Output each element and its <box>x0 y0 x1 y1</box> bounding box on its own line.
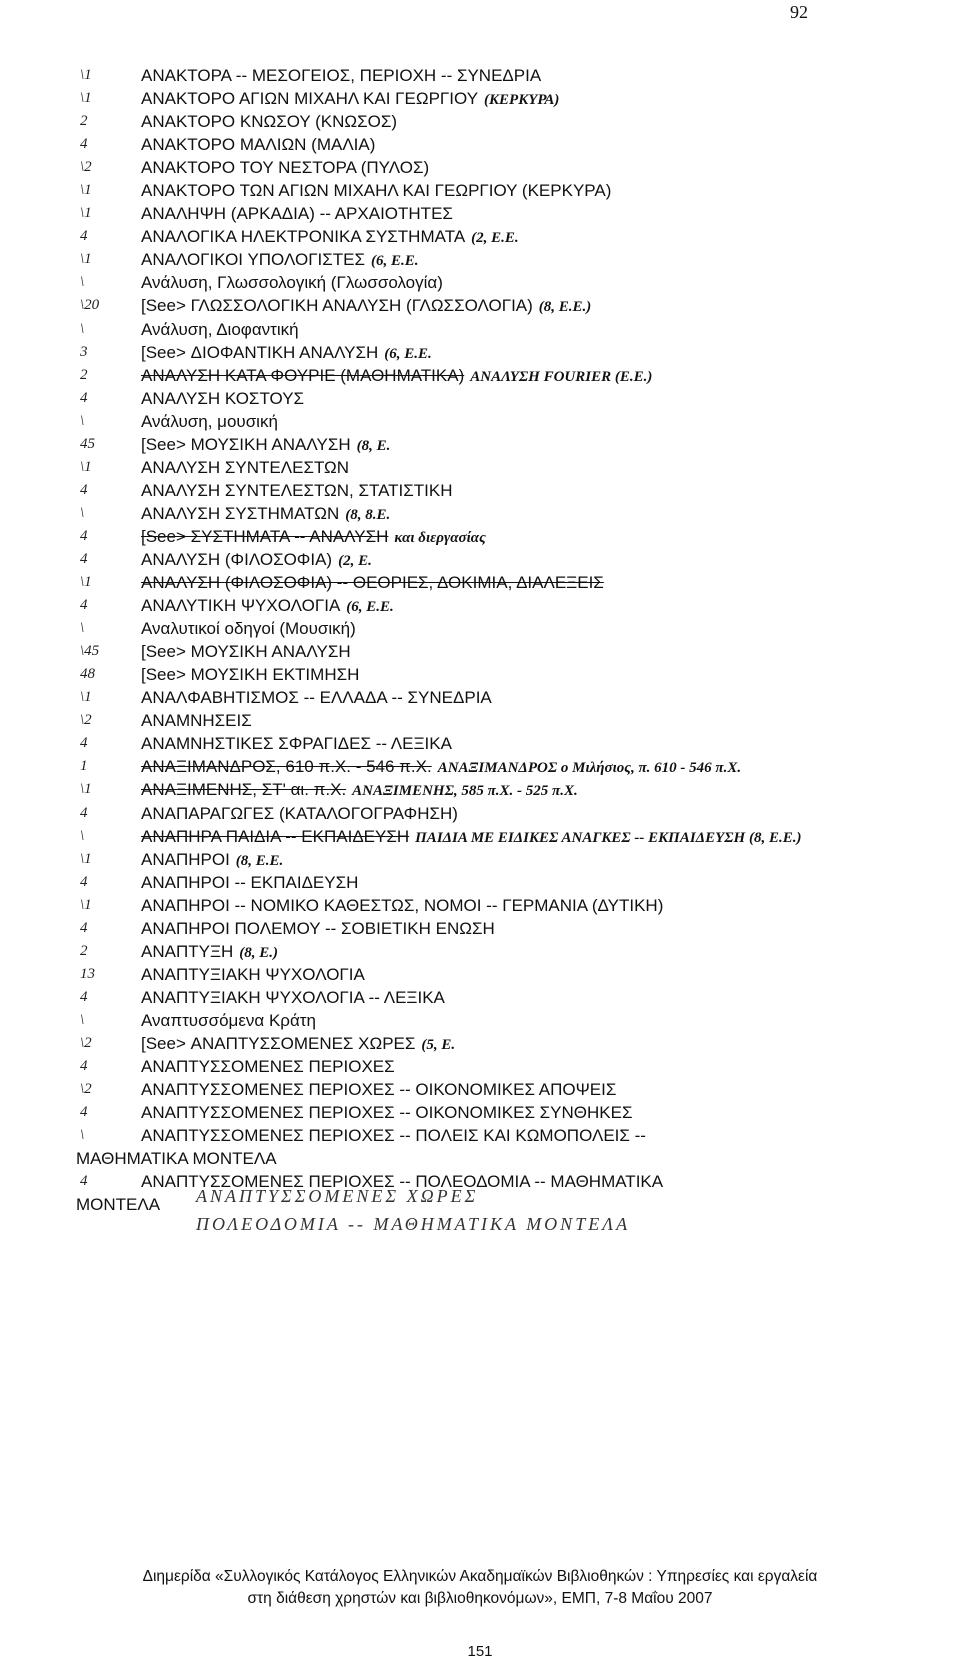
list-item <box>0 802 900 825</box>
check-mark: \1 <box>80 90 92 107</box>
heading-label: ΜΟΝΤΕΛΑ <box>76 1195 161 1215</box>
heading-text <box>141 410 284 435</box>
heading-label: ΑΝΑΛΗΨΗ (ΑΡΚΑΔΙΑ) -- ΑΡΧΑΙΟΤΗΤΕΣ <box>141 204 453 224</box>
heading-label: ΑΝΑΛΦΑΒΗΤΙΣΜΟΣ -- ΕΛΛΑΔΑ -- ΣΥΝΕΔΡΙΑ <box>141 688 492 708</box>
list-item <box>0 225 900 248</box>
heading-text <box>141 364 652 389</box>
heading-text <box>141 917 501 942</box>
handwritten-annotation: ΑΝΑΛΥΣΗ FOURIER (Ε.Ε.) <box>470 368 653 385</box>
check-mark: 4 <box>80 1104 88 1121</box>
list-item <box>0 871 900 894</box>
list-item <box>0 202 900 225</box>
handwritten-annotation: (8, 8.Ε. <box>345 506 391 523</box>
heading-text <box>141 64 547 89</box>
heading-label: Ανάλυση, Διοφαντική <box>141 319 299 339</box>
heading-label: [See> ΜΟΥΣΙΚΗ ΑΝΑΛΥΣΗ <box>141 434 351 454</box>
check-mark: 4 <box>80 1058 88 1075</box>
heading-label: ΑΝΑΚΤΟΡΟ ΜΑΛΙΩΝ (ΜΑΛΙΑ) <box>141 135 376 155</box>
heading-label: [See> ΜΟΥΣΙΚΗ ΑΝΑΛΥΣΗ <box>141 642 351 662</box>
handwritten-annotation: (8, Ε.Ε.) <box>538 299 592 316</box>
list-item <box>0 778 900 801</box>
heading-label: [See> ΜΟΥΣΙΚΗ ΕΚΤΙΜΗΣΗ <box>141 665 360 685</box>
check-mark: 4 <box>80 597 88 614</box>
heading-label: ΑΝΑΛΟΓΙΚΑ ΗΛΕΚΤΡΟΝΙΚΑ ΣΥΣΤΗΜΑΤΑ <box>141 227 466 247</box>
heading-label: ΑΝΑΛΥΣΗ ΣΥΝΤΕΛΕΣΤΩΝ <box>141 457 350 477</box>
check-mark: \2 <box>80 159 92 176</box>
heading-text <box>141 617 362 642</box>
page-number: 92 <box>790 2 808 22</box>
handwritten-annotation: (8, Ε. <box>356 437 391 454</box>
list-item <box>0 525 900 548</box>
handwritten-annotation: ΠΑΙΔΙΑ ΜΕ ΕΙΔΙΚΕΣ ΑΝΑΓΚΕΣ -- ΕΚΠΑΙΔΕΥΣΗ (8, Ε.Ε.) <box>415 829 802 846</box>
heading-text <box>141 686 498 711</box>
heading-text <box>141 1032 455 1057</box>
list-item <box>0 341 900 364</box>
check-mark: 3 <box>80 343 88 360</box>
list-item <box>0 1101 900 1124</box>
check-mark: 13 <box>80 965 95 982</box>
check-mark: \1 <box>80 781 92 798</box>
heading-text <box>141 271 449 296</box>
heading-label: ΑΝΑΛΥΣΗ ΣΥΣΤΗΜΑΤΩΝ <box>141 503 340 523</box>
heading-text <box>141 871 364 896</box>
check-mark: \ <box>80 1127 85 1144</box>
check-mark: \1 <box>80 205 92 222</box>
check-mark: 1 <box>80 758 88 775</box>
heading-label: ΜΑΘΗΜΑΤΙΚΑ ΜΟΝΤΕΛΑ <box>76 1149 277 1169</box>
check-mark: \ <box>80 274 85 291</box>
subject-heading-list <box>0 64 900 1216</box>
list-item <box>0 248 900 271</box>
heading-text <box>141 87 559 112</box>
heading-text <box>141 433 390 458</box>
heading-text <box>141 1055 401 1080</box>
heading-text <box>141 502 390 527</box>
heading-label: ΑΝΑΚΤΟΡΟ ΤΩΝ ΑΓΙΩΝ ΜΙΧΑΗΛ ΚΑΙ ΓΕΩΡΓΙΟΥ (ΚΕΡΚΥΡΑ) <box>141 181 612 201</box>
heading-label: ΑΝΑΠΤΥΞΗ <box>141 941 234 961</box>
list-item <box>0 732 900 755</box>
heading-label: ΑΝΑΠΗΡΟΙ <box>141 849 230 869</box>
heading-text <box>76 1147 277 1170</box>
heading-label: Ανάλυση, μουσική <box>141 411 278 431</box>
heading-label: ΑΝΑΠΤΥΣΣΟΜΕΝΕΣ ΠΕΡΙΟΧΕΣ <box>141 1057 395 1077</box>
check-mark: \1 <box>80 689 92 706</box>
list-item <box>0 848 900 871</box>
heading-text <box>141 732 458 757</box>
handwritten-annotation: (6, Ε.Ε. <box>384 345 432 362</box>
heading-text <box>141 387 310 412</box>
list-item <box>0 318 900 341</box>
heading-label: Αναλυτικοί οδηγοί (Μουσική) <box>141 619 356 639</box>
heading-text <box>141 225 519 250</box>
heading-text <box>141 248 419 273</box>
heading-label: [See> ΓΛΩΣΣΟΛΟΓΙΚΗ ΑΝΑΛΥΣΗ (ΓΛΩΣΣΟΛΟΓΙΑ) <box>141 296 533 316</box>
heading-text <box>141 1124 652 1149</box>
list-item <box>0 1124 900 1147</box>
heading-text <box>141 179 617 204</box>
heading-text <box>141 848 283 873</box>
handwritten-annotation: (8, Ε.) <box>239 944 279 961</box>
heading-label: ΑΝΑΠΑΡΑΓΩΓΕΣ (ΚΑΤΑΛΟΓΟΓΡΑΦΗΣΗ) <box>141 803 458 823</box>
footer-line-1: Διημερίδα «Συλλογικός Κατάλογος Ελληνικών Ακαδημαϊκών Βιβλιοθηκών : Υπηρεσίες και εργαλεία <box>142 1568 818 1585</box>
check-mark: 4 <box>80 136 88 153</box>
check-mark: \1 <box>80 574 92 591</box>
heading-label: [See> ΔΙΟΦΑΝΤΙΚΗ ΑΝΑΛΥΣΗ <box>141 342 379 362</box>
list-item <box>0 64 900 87</box>
check-mark: 4 <box>80 988 88 1005</box>
heading-text <box>141 940 278 965</box>
check-mark: 4 <box>80 804 88 821</box>
list-item <box>0 364 900 387</box>
heading-label: ΑΝΑΠΗΡΟΙ -- ΝΟΜΙΚΟ ΚΑΘΕΣΤΩΣ, ΝΟΜΟΙ -- ΓΕΡΜΑΝΙΑ (ΔΥΤΙΚΗ) <box>141 895 664 915</box>
heading-label: ΑΝΑΛΥΣΗ ΚΟΣΤΟΥΣ <box>141 388 305 408</box>
check-mark: \45 <box>80 643 100 660</box>
footer <box>0 1566 960 1610</box>
handwritten-note-2: ΠΟΛΕΟΔΟΜΙΑ -- ΜΑΘΗΜΑΤΙΚΑ ΜΟΝΤΕΛΑ <box>196 1214 631 1234</box>
heading-text <box>141 802 464 827</box>
handwritten-note-1: ΑΝΑΠΤΥΣΣΟΜΕΝΕΣ ΧΩΡΕΣ <box>196 1186 479 1206</box>
heading-text <box>141 755 741 780</box>
check-mark: \1 <box>80 850 92 867</box>
list-item <box>0 1147 900 1170</box>
heading-label: ΑΝΑΠΤΥΣΣΟΜΕΝΕΣ ΠΕΡΙΟΧΕΣ -- ΟΙΚΟΝΟΜΙΚΕΣ ΣΥΝΘΗΚΕΣ <box>141 1103 633 1123</box>
list-item <box>0 156 900 179</box>
heading-label: [See> ΣΥΣΤΗΜΑΤΑ -- ΑΝΑΛΥΣΗ <box>141 526 389 546</box>
heading-label: ΑΝΑΛΥΣΗ ΣΥΝΤΕΛΕΣΤΩΝ, ΣΤΑΤΙΣΤΙΚΗ <box>141 480 453 500</box>
list-item <box>0 986 900 1009</box>
check-mark: 4 <box>80 550 88 567</box>
check-mark: \ <box>80 620 85 637</box>
check-mark: 4 <box>80 873 88 890</box>
list-item <box>0 1055 900 1078</box>
heading-text <box>141 294 591 319</box>
list-item <box>0 433 900 456</box>
list-item <box>0 755 900 778</box>
heading-text <box>141 963 371 988</box>
list-item <box>0 594 900 617</box>
heading-label: ΑΝΑΜΝΗΣΤΙΚΕΣ ΣΦΡΑΓΙΔΕΣ -- ΛΕΞΙΚΑ <box>141 734 452 754</box>
list-item <box>0 1078 900 1101</box>
handwritten-annotation: (6, Ε.Ε. <box>371 253 419 270</box>
check-mark: 2 <box>80 366 88 383</box>
heading-text <box>141 594 394 619</box>
handwritten-annotation: (6, Ε.Ε. <box>346 599 394 616</box>
heading-text <box>141 709 258 734</box>
check-mark: \2 <box>80 712 92 729</box>
check-mark: \20 <box>80 297 100 314</box>
list-item <box>0 479 900 502</box>
list-item <box>0 640 900 663</box>
list-item <box>0 133 900 156</box>
heading-text <box>141 640 357 665</box>
heading-label: ΑΝΑΠΤΥΞΙΑΚΗ ΨΥΧΟΛΟΓΙΑ <box>141 964 365 984</box>
heading-text <box>141 1009 322 1034</box>
check-mark: \ <box>80 504 85 521</box>
list-item <box>0 271 900 294</box>
list-item <box>0 87 900 110</box>
handwritten-annotation: ΑΝΑΞΙΜΕΝΗΣ, 585 π.Χ. - 525 π.Χ. <box>352 783 578 800</box>
list-item <box>0 1032 900 1055</box>
heading-label: ΑΝΑΚΤΟΡΟ ΚΝΩΣΟΥ (ΚΝΩΣΟΣ) <box>141 112 398 132</box>
list-item <box>0 294 900 317</box>
heading-label: Ανάλυση, Γλωσσολογική (Γλωσσολογία) <box>141 273 443 293</box>
heading-label: ΑΝΑΜΝΗΣΕΙΣ <box>141 711 252 731</box>
check-mark: \1 <box>80 896 92 913</box>
check-mark: 2 <box>80 113 88 130</box>
heading-text <box>141 525 486 550</box>
list-item <box>0 571 900 594</box>
list-item <box>0 548 900 571</box>
footer-line-2: στη διάθεση χρηστών και βιβλιοθηκονόμων», ΕΜΠ, 7-8 Μαΐου 2007 <box>247 1590 713 1607</box>
check-mark: 4 <box>80 389 88 406</box>
list-item <box>0 179 900 202</box>
list-item <box>0 825 900 848</box>
heading-label: [See> ΑΝΑΠΤΥΣΣΟΜΕΝΕΣ ΧΩΡΕΣ <box>141 1033 416 1053</box>
heading-text <box>141 479 459 504</box>
heading-text <box>141 133 381 158</box>
handwritten-annotation: (ΚΕΡΚΥΡΑ) <box>484 92 560 109</box>
check-mark: 4 <box>80 1173 88 1190</box>
heading-label: ΑΝΑΠΗΡΟΙ ΠΟΛΕΜΟΥ -- ΣΟΒΙΕΤΙΚΗ ΕΝΩΣΗ <box>141 918 495 938</box>
list-item <box>0 1009 900 1032</box>
check-mark: \ <box>80 827 85 844</box>
heading-text <box>141 825 801 850</box>
list-item <box>0 894 900 917</box>
heading-label: ΑΝΑΚΤΟΡΑ -- ΜΕΣΟΓΕΙΟΣ, ΠΕΡΙΟΧΗ -- ΣΥΝΕΔΡΙΑ <box>141 66 542 85</box>
check-mark: \1 <box>80 182 92 199</box>
heading-label: ΑΝΑΚΤΟΡΟ ΤΟΥ ΝΕΣΤΟΡΑ (ΠΥΛΟΣ) <box>141 158 430 178</box>
check-mark: \2 <box>80 1034 92 1051</box>
heading-text <box>76 1193 160 1216</box>
check-mark: 4 <box>80 735 88 752</box>
check-mark: 4 <box>80 481 88 498</box>
list-item <box>0 456 900 479</box>
heading-label: ΑΝΑΛΥΤΙΚΗ ΨΥΧΟΛΟΓΙΑ <box>141 596 341 616</box>
heading-text <box>141 986 451 1011</box>
heading-label: ΑΝΑΠΤΥΣΣΟΜΕΝΕΣ ΠΕΡΙΟΧΕΣ -- ΠΟΛΕΟΔΟΜΙΑ -- ΜΑΘΗΜΑΤΙΚΑ <box>141 1172 664 1192</box>
heading-text <box>141 571 610 596</box>
heading-label: ΑΝΑΠΤΥΣΣΟΜΕΝΕΣ ΠΕΡΙΟΧΕΣ -- ΠΟΛΕΙΣ ΚΑΙ ΚΩΜΟΠΟΛΕΙΣ -- <box>141 1126 646 1146</box>
list-item <box>0 410 900 433</box>
heading-text <box>141 663 365 688</box>
check-mark: \ <box>80 1011 85 1028</box>
heading-text <box>141 156 435 181</box>
list-item <box>0 940 900 963</box>
heading-label: ΑΝΑΠΗΡΑ ΠΑΙΔΙΑ -- ΕΚΠΑΙΔΕΥΣΗ <box>141 826 410 846</box>
list-item <box>0 387 900 410</box>
heading-label: Αναπτυσσόμενα Κράτη <box>141 1010 316 1030</box>
list-item <box>0 686 900 709</box>
heading-label: ΑΝΑΠΗΡΟΙ -- ΕΚΠΑΙΔΕΥΣΗ <box>141 872 359 892</box>
list-item <box>0 502 900 525</box>
check-mark: 45 <box>80 435 95 452</box>
list-item <box>0 709 900 732</box>
heading-text <box>141 1078 622 1103</box>
heading-label: ΑΝΑΚΤΟΡΟ ΑΓΙΩΝ ΜΙΧΑΗΛ ΚΑΙ ΓΕΩΡΓΙΟΥ <box>141 89 479 109</box>
check-mark: \1 <box>80 67 92 83</box>
handwritten-annotation: (5, Ε. <box>421 1036 456 1053</box>
heading-text <box>141 110 403 135</box>
list-item <box>0 963 900 986</box>
handwritten-annotation: και διεργασίας <box>394 529 486 546</box>
check-mark: \2 <box>80 1081 92 1098</box>
heading-label: ΑΝΑΠΤΥΣΣΟΜΕΝΕΣ ΠΕΡΙΟΧΕΣ -- ΟΙΚΟΝΟΜΙΚΕΣ ΑΠΟΨΕΙΣ <box>141 1080 617 1100</box>
check-mark: 4 <box>80 527 88 544</box>
list-item <box>0 917 900 940</box>
heading-text <box>141 341 432 366</box>
heading-text <box>141 548 372 573</box>
heading-text <box>141 318 305 343</box>
list-item <box>0 663 900 686</box>
footer-page-number: 151 <box>467 1643 493 1660</box>
heading-label: ΑΝΑΛΟΓΙΚΟΙ ΥΠΟΛΟΓΙΣΤΕΣ <box>141 250 366 270</box>
heading-text <box>141 456 355 481</box>
handwritten-annotation: (2, Ε. <box>338 552 372 569</box>
check-mark: \1 <box>80 251 92 268</box>
heading-text <box>141 1101 639 1126</box>
heading-label: ΑΝΑΛΥΣΗ (ΦΙΛΟΣΟΦΙΑ) -- ΘΕΟΡΙΕΣ, ΔΟΚΙΜΙΑ, ΔΙΑΛΕΞΕΙΣ <box>141 573 604 593</box>
handwritten-annotation: ΑΝΑΞΙΜΑΝΔΡΟΣ ο Μιλήσιος, π. 610 - 546 π.Χ. <box>437 760 742 777</box>
check-mark: 4 <box>80 919 88 936</box>
handwritten-annotation: (2, Ε.Ε. <box>471 230 519 247</box>
heading-text <box>141 778 578 803</box>
check-mark: 48 <box>80 666 95 683</box>
heading-label: ΑΝΑΠΤΥΞΙΑΚΗ ΨΥΧΟΛΟΓΙΑ -- ΛΕΞΙΚΑ <box>141 987 445 1007</box>
check-mark: \1 <box>80 458 92 475</box>
heading-text <box>141 202 459 227</box>
check-mark: \ <box>80 320 85 337</box>
list-item <box>0 617 900 640</box>
heading-label: ΑΝΑΞΙΜΕΝΗΣ, ΣΤ' αι. π.Χ. <box>141 780 347 800</box>
heading-label: ΑΝΑΛΥΣΗ ΚΑΤΑ ΦΟΥΡΙΕ (ΜΑΘΗΜΑΤΙΚΑ) <box>141 365 465 385</box>
heading-text <box>141 894 669 919</box>
heading-label: ΑΝΑΞΙΜΑΝΔΡΟΣ, 610 π.Χ. - 546 π.Χ. <box>141 757 432 777</box>
check-mark: \ <box>80 412 85 429</box>
check-mark: 4 <box>80 228 88 245</box>
handwritten-annotation: (8, Ε.Ε. <box>235 852 284 869</box>
check-mark: 2 <box>80 942 88 959</box>
heading-label: ΑΝΑΛΥΣΗ (ΦΙΛΟΣΟΦΙΑ) <box>141 549 333 569</box>
list-item <box>0 110 900 133</box>
